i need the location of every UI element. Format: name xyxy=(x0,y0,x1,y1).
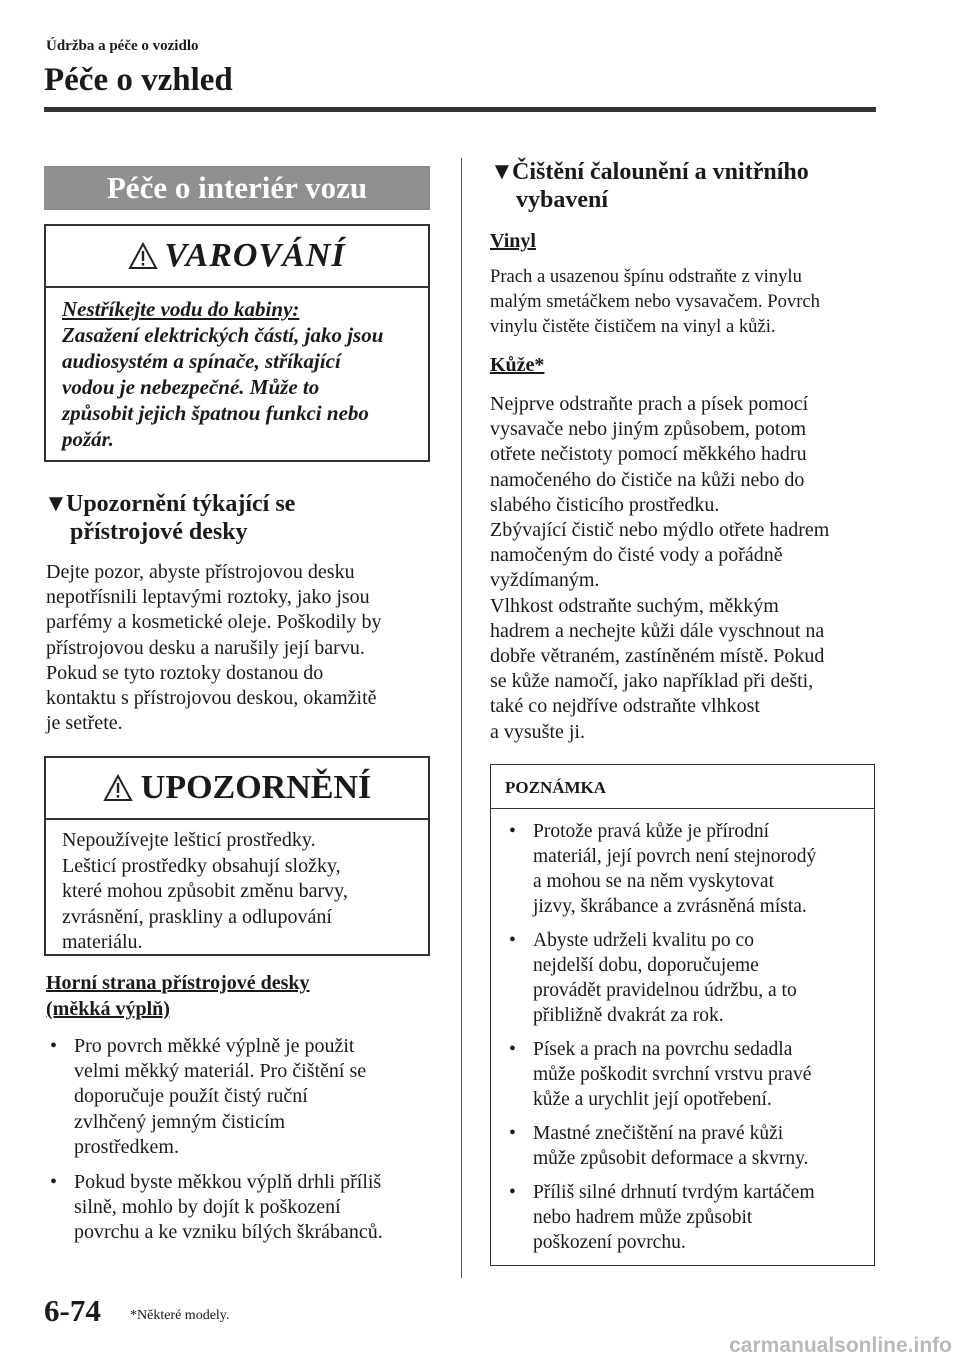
dashboard-paragraph xyxy=(46,560,436,736)
caution-line: které mohou způsobit změnu barvy, xyxy=(62,880,348,902)
warning-line: požár. xyxy=(62,427,114,451)
text-line: otřete nečistoty pomocí měkkého hadru xyxy=(490,443,807,466)
caution-title: UPOZORNĚNÍ xyxy=(140,769,372,806)
text-line: hadrem a nechejte kůži dále vyschnout na xyxy=(490,619,825,642)
text-line: namočeným do čisté vody a pořádně xyxy=(490,544,783,567)
text-line: vysavače nebo jiným způsobem, potom xyxy=(490,418,807,441)
text-line: a vysušte ji. xyxy=(490,720,585,743)
heading-line: Upozornění týkající se xyxy=(66,491,296,517)
text-line: zvlhčený jemným čisticím xyxy=(74,1110,286,1133)
subheading-line: (měkká výplň) xyxy=(46,998,170,1020)
text-line: také co nejdříve odstraňte vlhkost xyxy=(490,695,760,718)
bullet-icon: • xyxy=(50,1035,58,1057)
text-line: doporučuje použít čistý ruční xyxy=(74,1085,308,1108)
text-line: a mohou se na něm vyskytovat xyxy=(533,871,774,892)
text-line: dobře větraném, zastíněném místě. Pokud xyxy=(490,645,825,668)
section-banner: Péče o interiér vozu xyxy=(44,166,430,210)
triangle-marker-icon: ▼ xyxy=(490,159,514,185)
text-line: Nejprve odstraňte prach a písek pomocí xyxy=(490,393,809,415)
caution-line: Lešticí prostředky obsahují složky, xyxy=(62,854,341,877)
watermark: carmanualsonline.info xyxy=(729,1334,952,1357)
warning-line: způsobit jejich špatnou funkci nebo xyxy=(62,401,369,425)
warning-line: audiosystém a spínače, stříkající xyxy=(62,349,341,373)
text-line: kůže a urychlit její opotřebení. xyxy=(533,1089,772,1110)
subheading-soft-padding xyxy=(46,970,310,1022)
note-bullet-list xyxy=(505,819,864,1255)
list-item xyxy=(505,1180,864,1255)
text-line: parfémy a kosmetické oleje. Poškodily by xyxy=(46,611,382,634)
bullet-icon: • xyxy=(509,821,516,842)
warning-header xyxy=(46,226,428,288)
bullet-icon: • xyxy=(509,930,516,951)
warning-box xyxy=(44,224,430,462)
heading-line: vybavení xyxy=(516,187,609,213)
warning-triangle-icon xyxy=(128,242,158,270)
list-item xyxy=(505,819,864,919)
heading-upholstery-cleaning xyxy=(490,158,890,214)
heading-dashboard-care xyxy=(44,490,434,546)
text-line: Prach a usazenou špínu odstraňte z vinylu xyxy=(490,266,802,287)
text-line: nepotřísnili leptavými roztoky, jako jsou xyxy=(46,586,370,609)
text-line: kontaktu s přístrojovou deskou, okamžitě xyxy=(46,687,377,710)
text-line: Zbývající čistič nebo mýdlo otřete hadrem xyxy=(490,519,830,542)
text-line: je setřete. xyxy=(46,712,123,735)
warning-body xyxy=(46,288,428,452)
padding-bullet-list xyxy=(46,1034,438,1256)
text-line: jizvy, škrábance a zvrásněná místa. xyxy=(533,896,807,917)
subheading-vinyl: Vinyl xyxy=(490,230,536,252)
text-line: Pro povrch měkké výplně je použit xyxy=(74,1035,355,1057)
warning-line: vodou je nebezpečné. Může to xyxy=(62,375,320,399)
text-line: Dejte pozor, abyste přístrojovou desku xyxy=(46,561,355,583)
text-line: Protože pravá kůže je přírodní xyxy=(533,821,770,842)
column-divider xyxy=(461,158,462,1278)
text-line: povrchu a ke vzniku bílých škrábanců. xyxy=(74,1221,383,1244)
list-item xyxy=(505,928,864,1028)
caution-line: Nepoužívejte lešticí prostředky. xyxy=(62,829,316,851)
title-rule xyxy=(44,107,876,112)
heading-line: přístrojové desky xyxy=(70,519,248,545)
note-title: POZNÁMKA xyxy=(491,765,874,809)
text-line: silně, mohlo by dojít k poškození xyxy=(74,1196,341,1219)
text-line: prostředkem. xyxy=(74,1135,179,1158)
breadcrumb: Údržba a péče o vozidlo xyxy=(46,38,199,54)
list-item xyxy=(505,1121,864,1171)
vinyl-paragraph xyxy=(490,264,890,339)
text-line: provádět pravidelnou údržbu, a to xyxy=(533,980,797,1001)
heading-line: Čištění čalounění a vnitřního xyxy=(512,159,809,185)
text-line: nebo hadrem může způsobit xyxy=(533,1207,753,1228)
text-line: poškození povrchu. xyxy=(533,1232,686,1253)
text-line: Vlhkost odstraňte suchým, měkkým xyxy=(490,594,779,617)
text-line: nejdelší dobu, doporučujeme xyxy=(533,955,759,976)
caution-line: zvrásnění, praskliny a odlupování xyxy=(62,905,332,928)
list-item xyxy=(505,1037,864,1112)
caution-header xyxy=(46,758,428,820)
page-number: 6-74 xyxy=(44,1293,101,1328)
warning-lead: Nestříkejte vodu do kabiny: xyxy=(62,297,300,321)
text-line: Příliš silné drhnutí tvrdým kartáčem xyxy=(533,1182,815,1203)
bullet-icon: • xyxy=(509,1182,516,1203)
text-line: Abyste udrželi kvalitu po co xyxy=(533,930,754,951)
text-line: malým smetáčkem nebo vysavačem. Povrch xyxy=(490,291,820,312)
bullet-icon: • xyxy=(509,1039,516,1060)
text-line: přístrojovou desku a narušily její barvu. xyxy=(46,636,365,659)
text-line: může poškodit svrchní vrstvu pravé xyxy=(533,1064,812,1085)
bullet-icon: • xyxy=(509,1123,516,1144)
text-line: Pokud se tyto roztoky dostanou do xyxy=(46,661,324,684)
subheading-line: Horní strana přístrojové desky xyxy=(46,972,310,994)
text-line: se kůže namočí, jako například při dešti, xyxy=(490,670,814,693)
triangle-marker-icon: ▼ xyxy=(44,491,68,517)
caution-body xyxy=(46,820,428,956)
list-item xyxy=(46,1034,438,1160)
text-line: materiál, její povrch není stejnorodý xyxy=(533,846,817,867)
note-box xyxy=(490,764,875,1266)
warning-title: VAROVÁNÍ xyxy=(164,237,346,274)
text-line: vinylu čistěte čističem na vinyl a kůži. xyxy=(490,316,776,337)
text-line: přibližně dvakrát za rok. xyxy=(533,1005,724,1026)
warning-triangle-icon xyxy=(103,774,133,802)
caution-line: materiálu. xyxy=(62,931,143,953)
text-line: Pokud byste měkkou výplň drhli příliš xyxy=(74,1171,382,1194)
footnote: *Některé modely. xyxy=(130,1308,230,1323)
subheading-leather: Kůže* xyxy=(490,354,545,376)
text-line: Písek a prach na povrchu sedadla xyxy=(533,1039,793,1060)
note-body xyxy=(491,809,874,1255)
bullet-icon: • xyxy=(50,1171,58,1194)
text-line: vyždímaným. xyxy=(490,569,600,592)
text-line: velmi měkký materiál. Pro čištění se xyxy=(74,1060,367,1083)
text-line: slabého čisticího prostředku. xyxy=(490,493,720,516)
page-title: Péče o vzhled xyxy=(44,62,233,98)
warning-line: Zasažení elektrických částí, jako jsou xyxy=(62,323,384,347)
list-item xyxy=(46,1170,438,1246)
text-line: může způsobit deformace a skvrny. xyxy=(533,1148,809,1169)
caution-box xyxy=(44,756,430,956)
text-line: Mastné znečištění na pravé kůži xyxy=(533,1123,784,1144)
text-line: namočeného do čističe na kůži nebo do xyxy=(490,468,805,491)
leather-paragraph xyxy=(490,392,890,745)
